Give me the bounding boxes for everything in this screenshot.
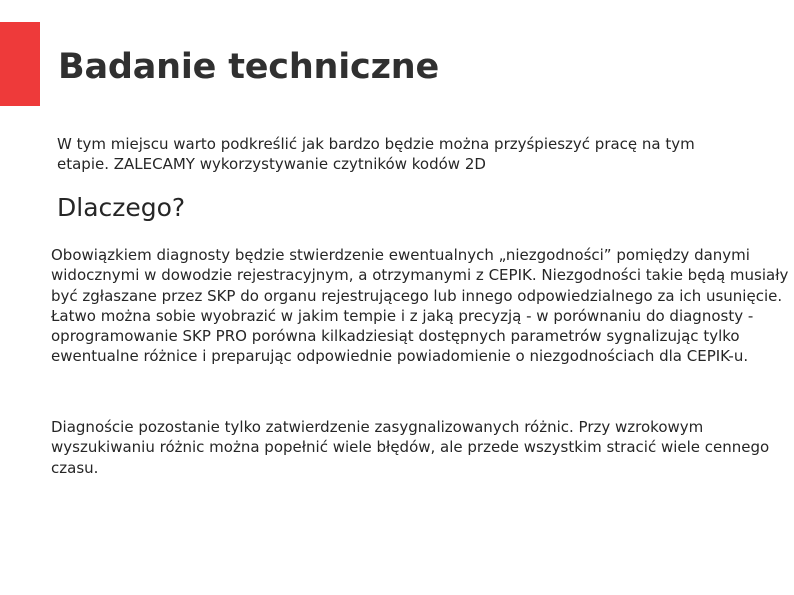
body-paragraph-2: Diagnoście pozostanie tylko zatwierdzenie zasygnalizowanych różnic. Przy wzrokowym wyszukiwaniu różnic można popełnić wiele błędów, ale przede wszystkim stracić wiele cennego czasu. bbox=[51, 418, 770, 477]
intro-text: W tym miejscu warto podkreślić jak bardzo będzie można przyśpieszyć pracę na tym etapie. ZALECAMY wykorzystywanie czytników kodów 2D bbox=[57, 135, 695, 173]
title-accent-bar bbox=[0, 22, 40, 106]
slide-title: Badanie techniczne bbox=[58, 47, 440, 87]
section-heading: Dlaczego? bbox=[57, 193, 186, 222]
body-paragraph-1: Obowiązkiem diagnosty będzie stwierdzenie ewentualnych „niezgodności” pomiędzy danymi widocznymi w dowodzie rejestracyjnym, a otrzymanymi z CEPIK. Niezgodności takie będą musiały być zgłaszane przez SKP do organu rejestrującego lub innego odpowiedzialnego za ich usunięcie. Łatwo można sobie wyobrazić w jakim tempie i z jaką precyzją - w porównaniu do diagnosty - oprogramowanie SKP PRO porówna kilkadziesiąt dostępnych parametrów sygnalizując tylko ewentualne różnice i preparując odpowiednie powiadomienie o niezgodnościach dla CEPIK-u. bbox=[51, 246, 789, 366]
